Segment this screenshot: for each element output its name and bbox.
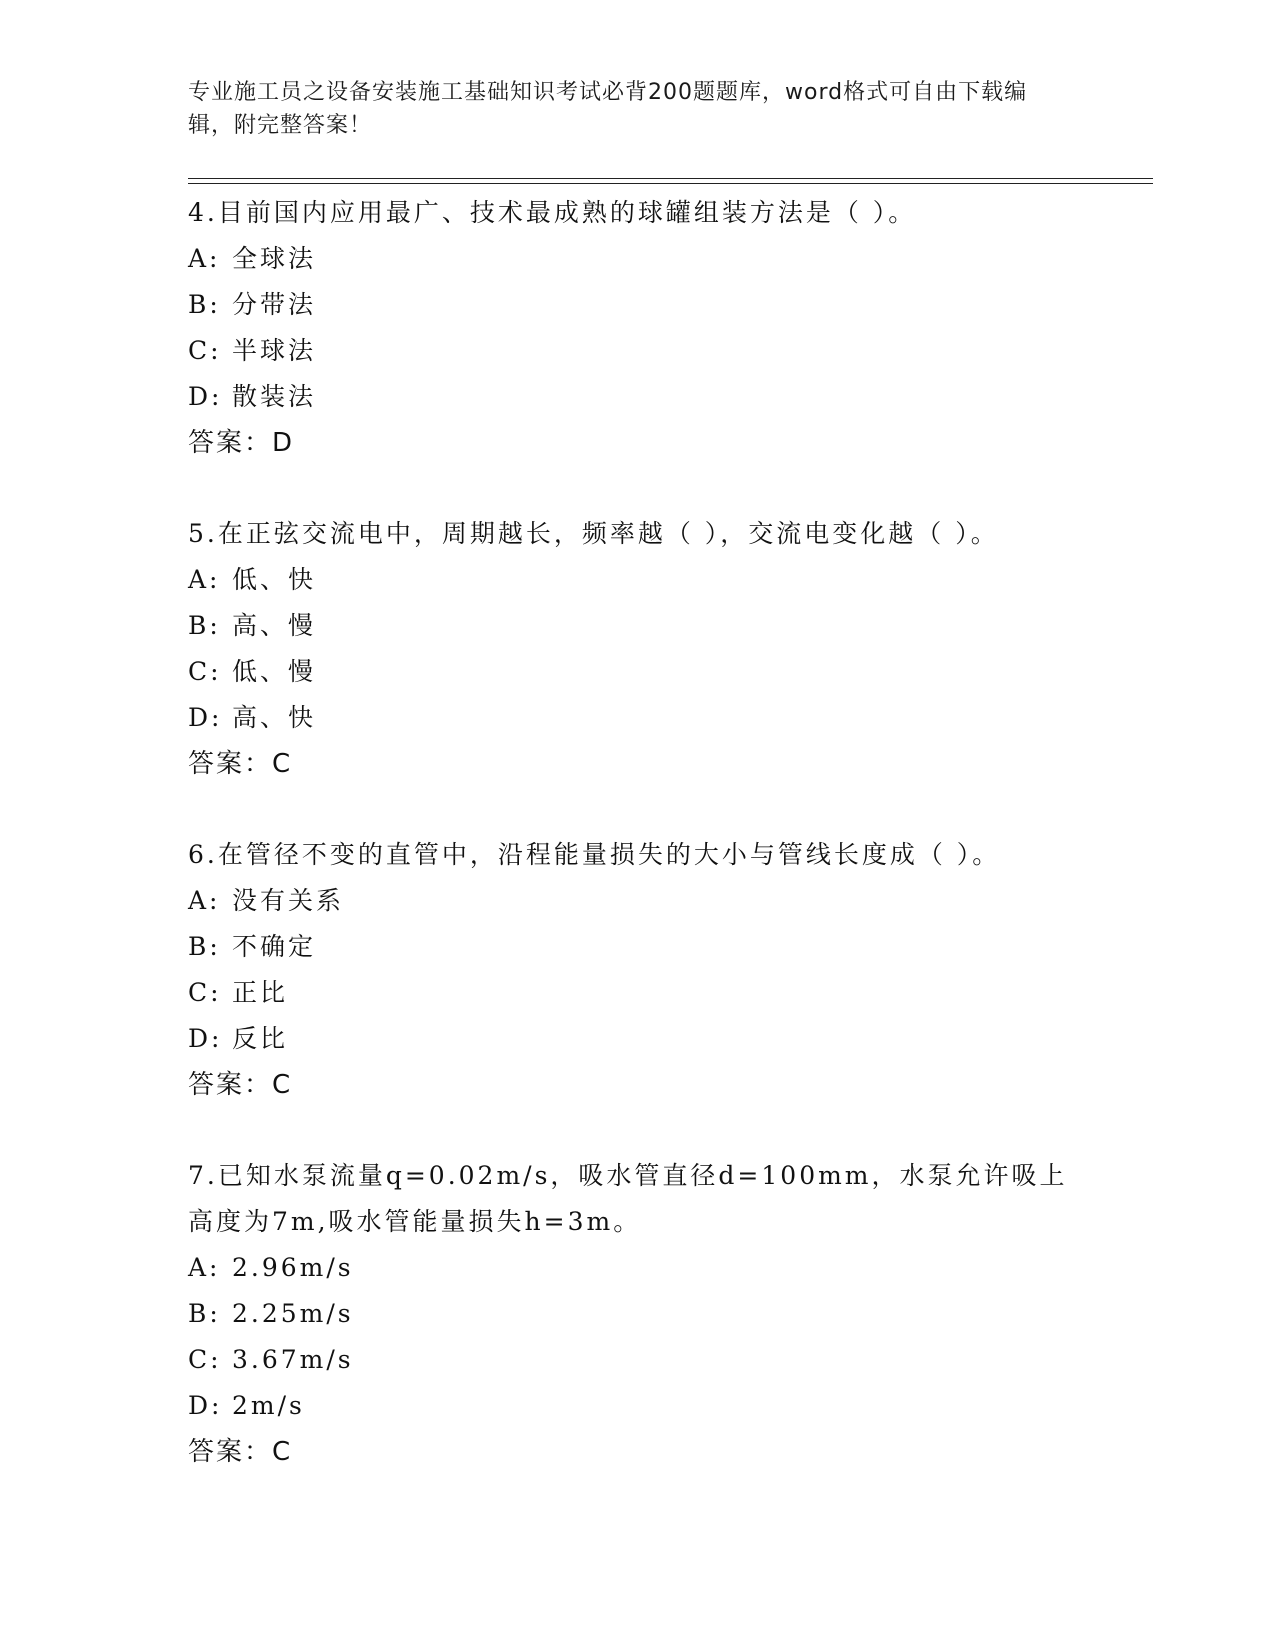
option-a: [188, 878, 1088, 924]
answer-line: 答案：D: [188, 428, 295, 458]
option-key: A:: [188, 244, 221, 273]
option-text: 分带法: [232, 290, 317, 319]
option-text: 正比: [232, 978, 289, 1007]
question-4: [188, 188, 1088, 466]
option-text: 半球法: [232, 336, 317, 365]
question-7: [188, 1151, 1088, 1475]
option-key: D:: [188, 382, 223, 411]
option-text: 散装法: [232, 382, 317, 411]
option-text: 2.25m/s: [232, 1299, 354, 1328]
question-stem: 6.在管径不变的直管中，沿程能量损失的大小与管线长度成（ ）。: [188, 840, 1001, 869]
option-b: [188, 924, 1088, 970]
question-stem: 4.目前国内应用最广、技术最成熟的球罐组装方法是（ ）。: [188, 198, 917, 227]
option-text: 高、快: [232, 703, 317, 732]
option-key: D:: [188, 1024, 223, 1053]
option-key: B:: [188, 1299, 221, 1328]
option-d: [188, 695, 1088, 741]
option-key: A:: [188, 886, 221, 915]
answer-line: 答案：C: [188, 1070, 293, 1100]
question-5: [188, 509, 1088, 787]
header-divider-bottom: [188, 183, 1153, 184]
option-c: [188, 970, 1088, 1016]
option-c: [188, 649, 1088, 695]
option-key: A:: [188, 565, 221, 594]
option-text: 不确定: [232, 932, 317, 961]
option-key: B:: [188, 290, 221, 319]
option-a: [188, 557, 1088, 603]
option-d: [188, 1383, 1088, 1429]
option-c: [188, 328, 1088, 374]
question-6: [188, 830, 1088, 1108]
document-header: 专业施工员之设备安装施工基础知识考试必背200题题库，word格式可自由下载编辑，附完整答案！: [188, 80, 1028, 138]
option-a: [188, 1245, 1088, 1291]
option-key: A:: [188, 1253, 221, 1282]
option-text: 高、慢: [232, 611, 317, 640]
option-text: 3.67m/s: [232, 1345, 354, 1374]
option-text: 低、慢: [232, 657, 317, 686]
option-key: D:: [188, 1391, 223, 1420]
answer-line: 答案：C: [188, 749, 293, 779]
option-key: C:: [188, 336, 222, 365]
option-a: [188, 236, 1088, 282]
option-text: 反比: [232, 1024, 289, 1053]
answer-line: 答案：C: [188, 1437, 293, 1467]
header-divider-top: [188, 178, 1153, 179]
option-b: [188, 282, 1088, 328]
option-key: D:: [188, 703, 223, 732]
option-text: 没有关系: [232, 886, 345, 915]
question-stem: 7.已知水泵流量q=0.02m/s，吸水管直径d=100mm，水泵允许吸上高度为7m,吸水管能量损失h=3m。: [188, 1161, 1068, 1236]
option-key: C:: [188, 657, 222, 686]
option-d: [188, 1016, 1088, 1062]
option-c: [188, 1337, 1088, 1383]
question-list: [188, 188, 1088, 1518]
option-d: [188, 374, 1088, 420]
option-b: [188, 1291, 1088, 1337]
option-text: 2m/s: [232, 1391, 305, 1420]
option-key: B:: [188, 932, 221, 961]
option-text: 2.96m/s: [232, 1253, 354, 1282]
option-key: C:: [188, 978, 222, 1007]
option-key: B:: [188, 611, 221, 640]
option-text: 全球法: [232, 244, 317, 273]
question-stem: 5.在正弦交流电中，周期越长，频率越（ ），交流电变化越（ ）。: [188, 519, 999, 548]
option-key: C:: [188, 1345, 222, 1374]
option-b: [188, 603, 1088, 649]
option-text: 低、快: [232, 565, 317, 594]
